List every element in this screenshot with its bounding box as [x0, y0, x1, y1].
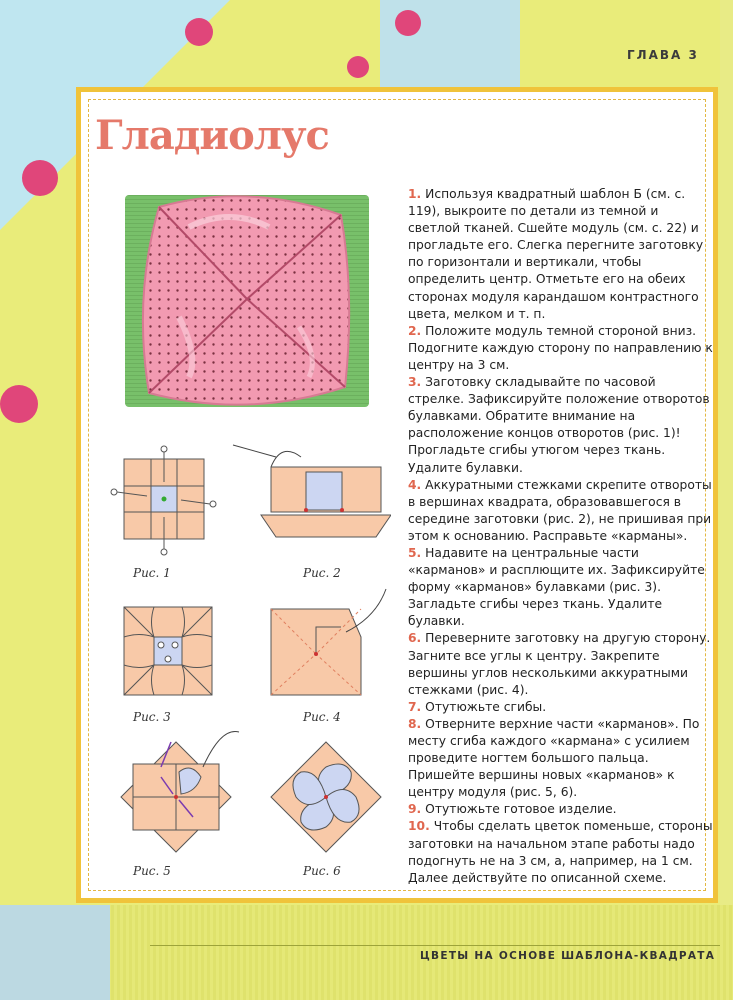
article-title: Гладиолус	[95, 112, 329, 159]
diagram-fig4	[261, 587, 391, 707]
diagram-fig5	[111, 722, 241, 862]
step: 8. Отверните верхние части «карманов». По месту сгиба каждого «кармана» с усилием проведите ногтем большого пальца. Пришейте вершины новых «карманов» к центру модуля (рис. 5, 6).	[408, 716, 700, 800]
caption-fig6: Рис. 6	[303, 864, 341, 878]
caption-fig3: Рис. 3	[133, 710, 171, 724]
polka-dot	[0, 385, 38, 423]
diagram-fig2	[231, 437, 391, 567]
caption-fig5: Рис. 5	[133, 864, 171, 878]
diagram-fig3	[109, 597, 219, 707]
section-footer: ЦВЕТЫ НА ОСНОВЕ ШАБЛОНА-КВАДРАТА	[420, 950, 716, 962]
step: 4. Аккуратными стежками скрепите отвороты в вершинах квадрата, образовавшегося в середине заготовки (рис. 2), не пришивая при этом к основанию. Расправьте «карманы».	[408, 477, 712, 543]
step: 3. Заготовку складывайте по часовой стрелке. Зафиксируйте положение отворотов булавками. Обратите внимание на расположение концов отворотов (рис. 1)! Прогладьте сгибы утюгом через ткань. Удалите булавки.	[408, 375, 710, 475]
step: 7. Отутюжьте сгибы.	[408, 699, 547, 714]
step: 9. Отутюжьте готовое изделие.	[408, 802, 617, 817]
polka-dot	[395, 10, 421, 36]
polka-dot	[347, 56, 369, 78]
polka-dot	[22, 160, 58, 196]
instruction-sheet	[76, 87, 718, 903]
chapter-label: ГЛАВА 3	[627, 48, 699, 62]
polka-dot	[185, 18, 213, 46]
footer-rule	[150, 945, 720, 946]
quilt-right-strip	[720, 0, 733, 1000]
caption-fig4: Рис. 4	[303, 710, 341, 724]
step: 2. Положите модуль темной стороной вниз. Подогните каждую сторону по направлению к центру на 3 см.	[408, 323, 713, 372]
caption-fig1: Рис. 1	[133, 566, 171, 580]
diagram-fig6	[266, 737, 386, 857]
diagram-fig1	[109, 442, 219, 562]
instructions	[408, 186, 713, 887]
step: 1. Используя квадратный шаблон Б (см. с. 119), выкроите по детали из темной и светлой тканей. Сшейте модуль (см. с. 22) и прогладьте его. Слегка перегните заготовку по горизонтали и вертикали, чтобы определить центр. Отметьте его на обеих сторонах модуля карандашом контрастного цвета, мелком и т. п.	[408, 187, 704, 321]
step: 10. Чтобы сделать цветок поменьше, стороны заготовки на начальном этапе работы надо подогнуть не на 3 см, а, например, на 1 см. Далее действуйте по описанной схеме.	[408, 819, 713, 885]
flower-photo	[119, 187, 375, 413]
step: 5. Надавите на центральные части «карманов» и расплющите их. Зафиксируйте форму «карманов» булавками (рис. 3). Загладьте сгибы через ткань. Удалите булавки.	[408, 545, 705, 629]
step: 6. Переверните заготовку на другую сторону. Загните все углы к центру. Закрепите вершины углов несколькими аккуратными стежками (рис. 4).	[408, 631, 711, 697]
caption-fig2: Рис. 2	[303, 566, 341, 580]
quilt-bottom-corner	[0, 905, 110, 1000]
